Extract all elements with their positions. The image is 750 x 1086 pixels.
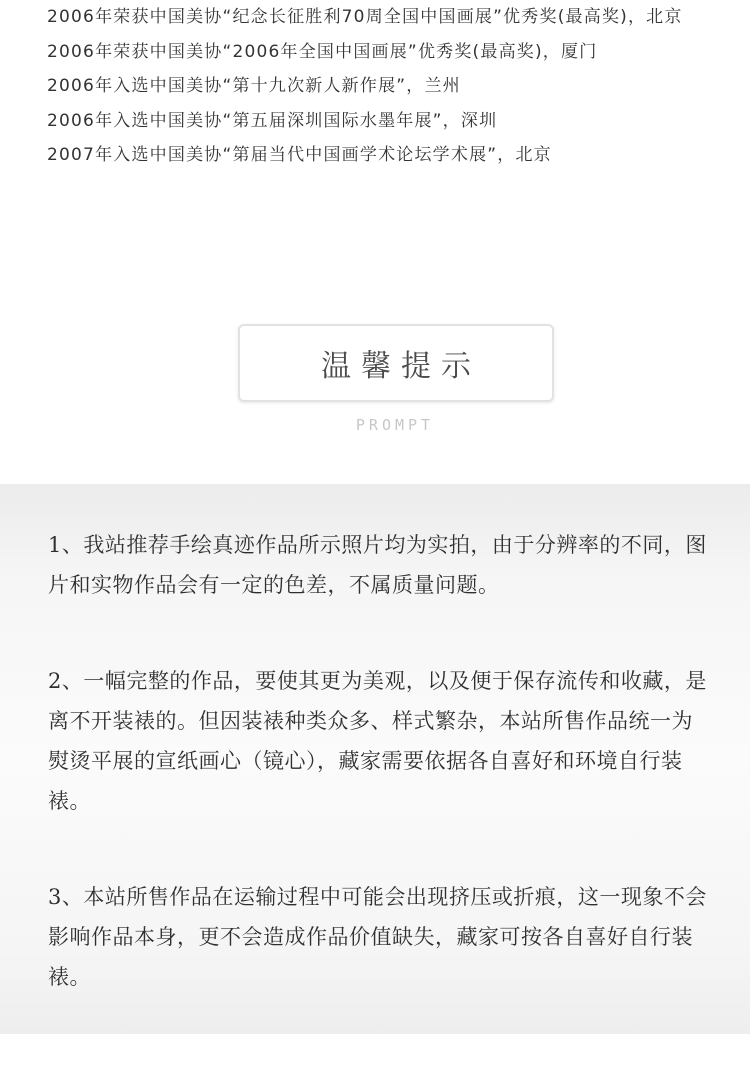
awards-list bbox=[47, 0, 727, 173]
award-item: 2007年入选中国美协“第届当代中国画学术论坛学术展”，北京 bbox=[47, 145, 552, 165]
prompt-subtitle: PROMPT bbox=[355, 416, 435, 434]
prompt-title-box bbox=[238, 324, 554, 402]
prompt-title: 温馨提示 bbox=[321, 349, 481, 384]
notice-item-1: 1、我站推荐手绘真迹作品所示照片均为实拍，由于分辨率的不同，图片和实物作品会有一定的色差，不属质量问题。 bbox=[48, 533, 707, 597]
award-item: 2006年入选中国美协“第十九次新人新作展”，兰州 bbox=[47, 76, 461, 96]
award-item: 2006年荣获中国美协“2006年全国中国画展”优秀奖(最高奖)，厦门 bbox=[47, 41, 598, 62]
notice-item-2: 2、一幅完整的作品，要使其更为美观，以及便于保存流传和收藏，是离不开装裱的。但因装裱种类众多、样式繁杂，本站所售作品统一为熨烫平展的宣纸画心（镜心），藏家需要依据各自喜好和环境自行装裱。 bbox=[48, 669, 707, 813]
notice-item-3: 3、本站所售作品在运输过程中可能会出现挤压或折痕，这一现象不会影响作品本身，更不会造成作品价值缺失，藏家可按各自喜好自行装裱。 bbox=[48, 885, 707, 989]
notice-panel bbox=[0, 484, 750, 1034]
award-item: 2006年入选中国美协“第五届深圳国际水墨年展”，深圳 bbox=[47, 110, 498, 131]
award-item: 2006年荣获中国美协“纪念长征胜利70周全国中国画展”优秀奖(最高奖)，北京 bbox=[47, 7, 683, 27]
